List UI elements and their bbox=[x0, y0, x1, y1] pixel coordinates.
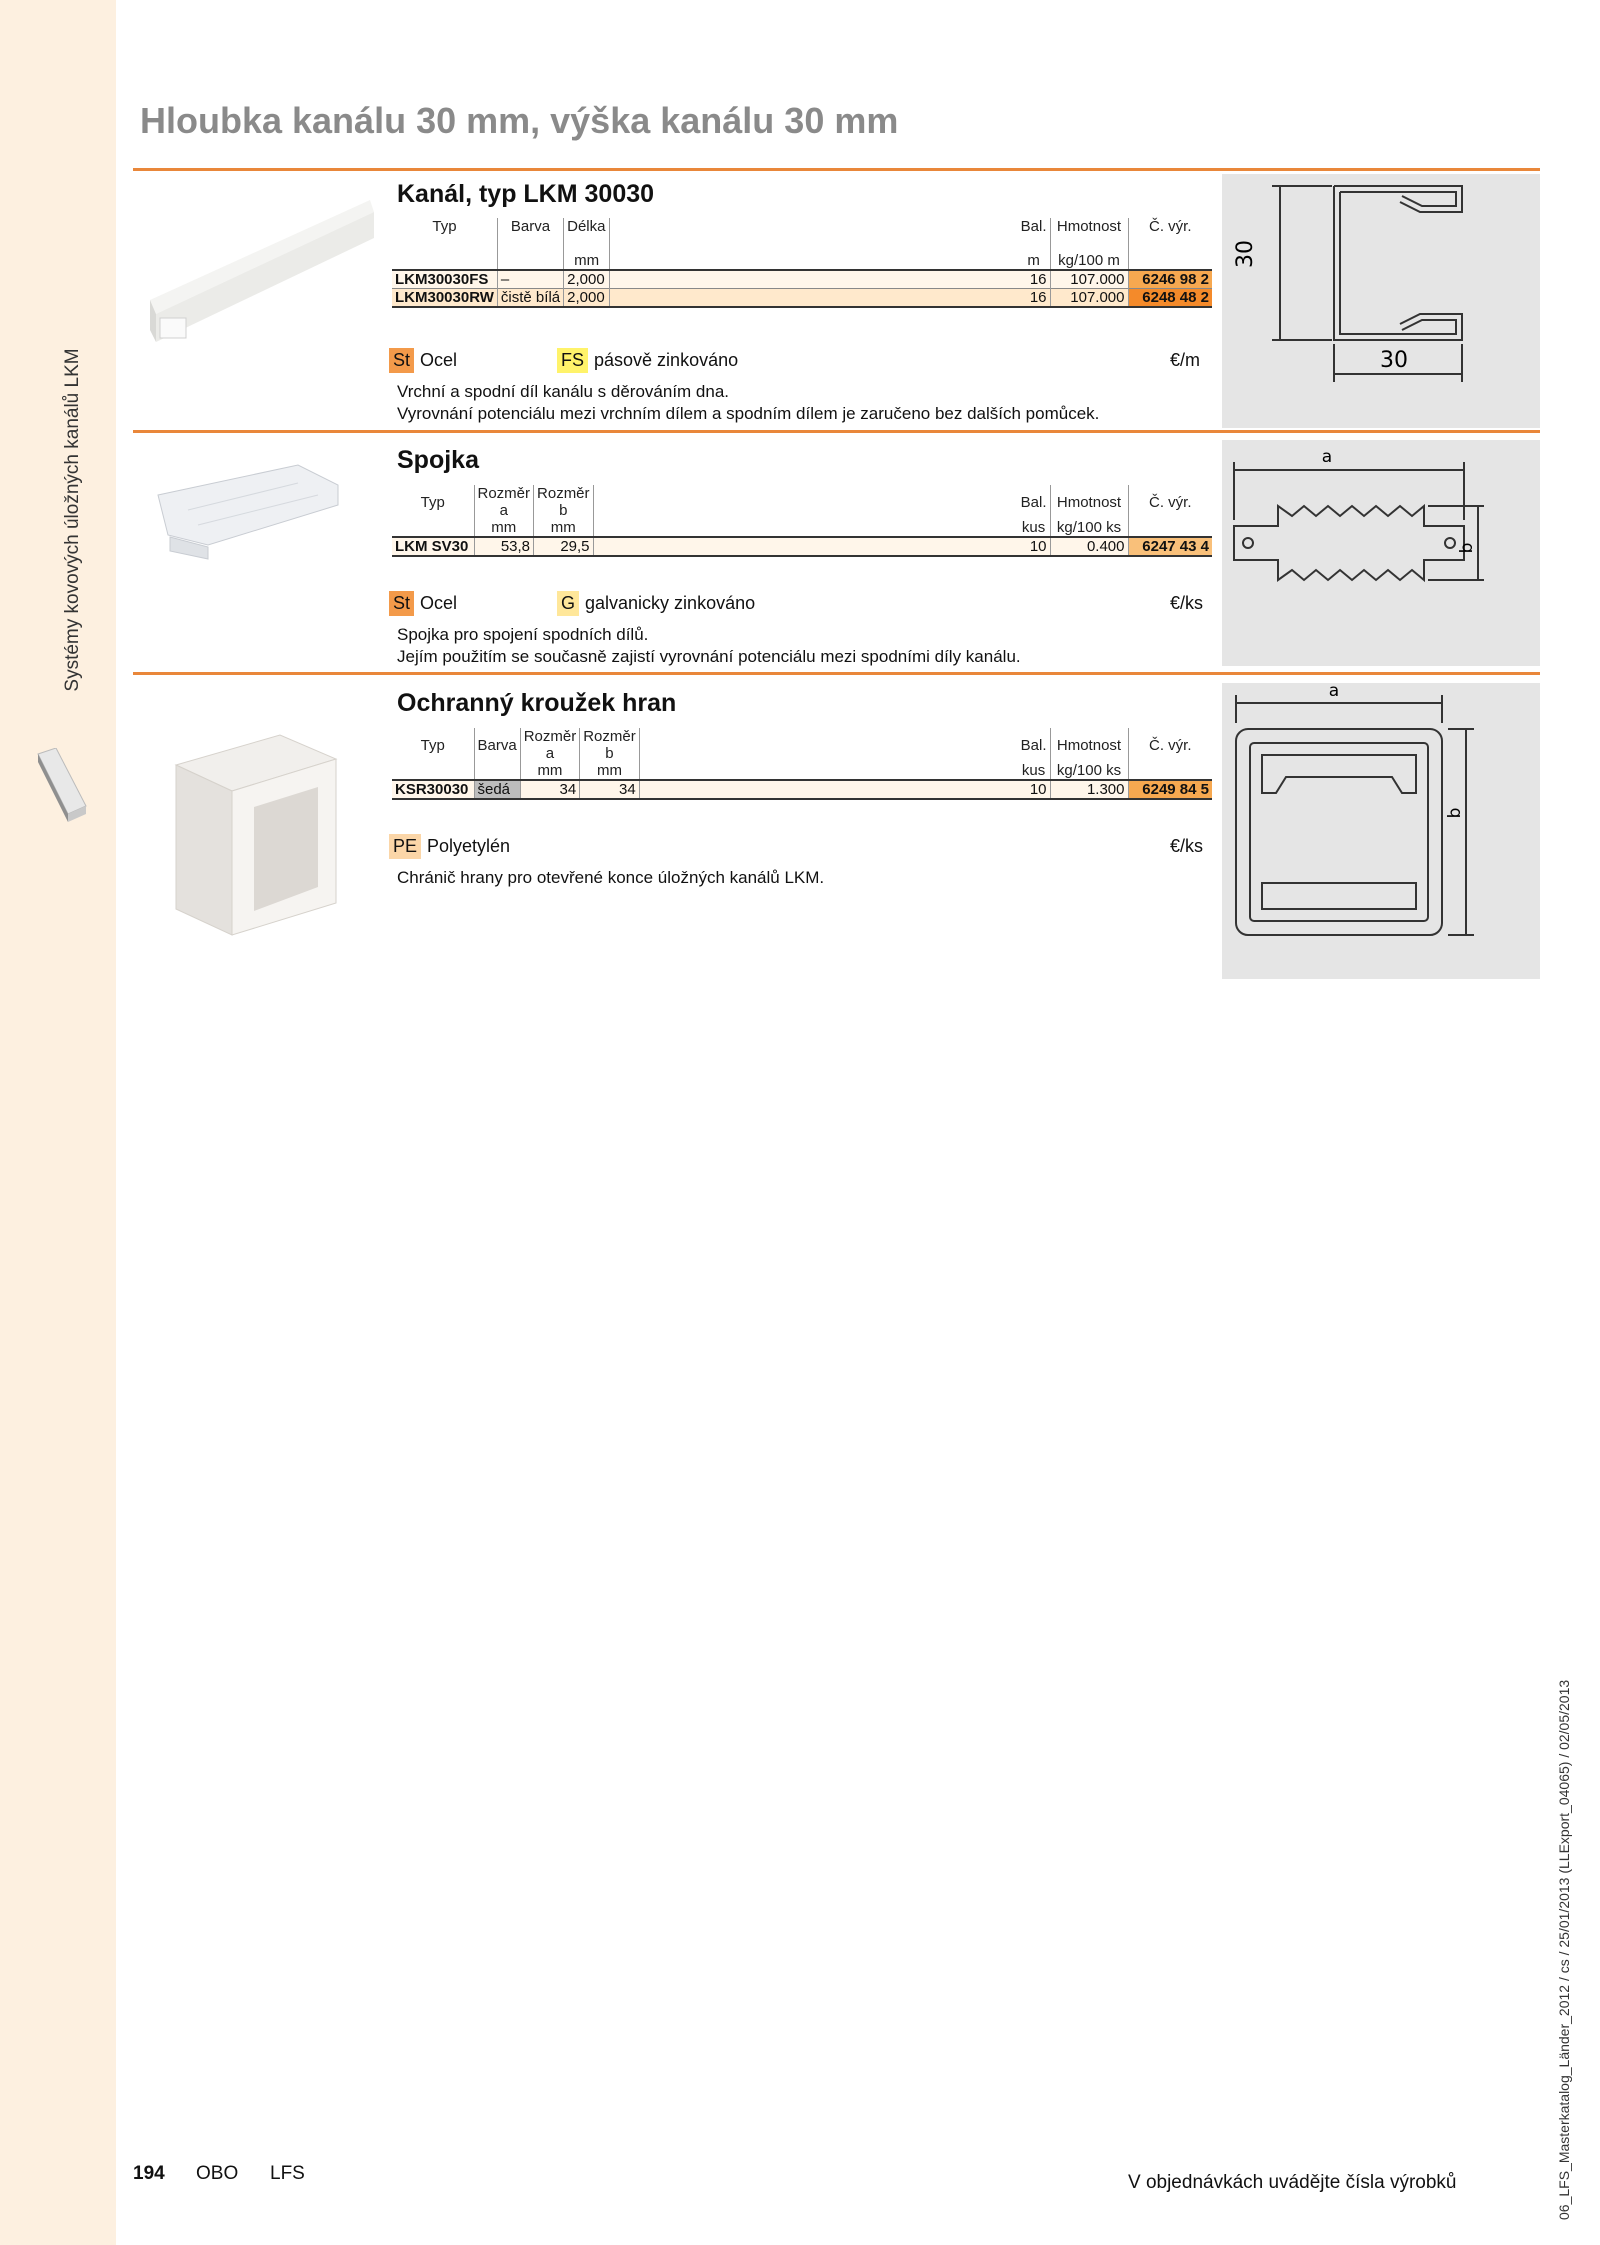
channel-profile-drawing bbox=[1222, 174, 1540, 428]
price-unit: €/ks bbox=[1170, 593, 1204, 613]
finish-line bbox=[557, 348, 738, 373]
description bbox=[397, 624, 1021, 668]
finish-tag: G bbox=[557, 591, 579, 616]
cell-barva: šedá bbox=[474, 780, 520, 799]
cell-cislo: 6248 48 2 bbox=[1128, 289, 1212, 308]
unit-a: mm bbox=[474, 519, 534, 537]
cell-bal: 10 bbox=[1018, 537, 1050, 556]
spec-table bbox=[392, 485, 1212, 557]
description-line: Vyrovnání potenciálu mezi vrchním dílem a spodním dílem je zaručeno bez dalších pomůcek. bbox=[397, 404, 1100, 423]
section-rule bbox=[133, 430, 1540, 433]
dimension-a-label: a bbox=[1321, 447, 1333, 467]
cell-typ: LKM30030FS bbox=[392, 270, 497, 289]
cell-a: 53,8 bbox=[474, 537, 534, 556]
finish-name: galvanicky zinkováno bbox=[585, 593, 756, 613]
unit-bal: kus bbox=[1021, 762, 1046, 779]
channel-photo bbox=[148, 190, 378, 350]
header-rozmer-b: Rozměr b bbox=[580, 728, 640, 762]
material-line bbox=[389, 834, 510, 859]
section-title: Kanál, typ LKM 30030 bbox=[397, 180, 655, 208]
cell-hmotnost: 107.000 bbox=[1050, 289, 1128, 308]
unit-bal: kus bbox=[1021, 519, 1046, 536]
channel-thumbnail-icon bbox=[34, 748, 90, 822]
unit-b: mm bbox=[534, 519, 594, 537]
cell-delka: 2,000 bbox=[564, 270, 610, 289]
footer-note: V objednávkách uvádějte čísla výrobků bbox=[1128, 2172, 1457, 2193]
table-row bbox=[392, 537, 1212, 556]
description bbox=[397, 381, 1099, 425]
header-barva: Barva bbox=[497, 218, 563, 235]
table-row bbox=[392, 270, 1212, 289]
dimension-width-label: 30 bbox=[1380, 348, 1408, 373]
header-cislo: Č. výr. bbox=[1128, 218, 1212, 235]
unit-delka: mm bbox=[564, 252, 610, 270]
page-number: 194 bbox=[133, 2163, 165, 2184]
dimension-b-label: b bbox=[1445, 807, 1465, 819]
section-title: Spojka bbox=[397, 446, 479, 474]
description-line: Chránič hrany pro otevřené konce úložných kanálů LKM. bbox=[397, 868, 825, 887]
header-bal: Bal. bbox=[1020, 218, 1047, 235]
material-tag: St bbox=[389, 591, 414, 616]
cell-b: 34 bbox=[580, 780, 640, 799]
sidebar-label: Systémy kovových úložných kanálů LKM bbox=[62, 348, 83, 692]
material-tag: St bbox=[389, 348, 414, 373]
cell-hmotnost: 1.300 bbox=[1050, 780, 1128, 799]
cell-cislo: 6247 43 4 bbox=[1128, 537, 1212, 556]
unit-hmotnost: kg/100 m bbox=[1050, 252, 1128, 270]
header-rozmer-b: Rozměr b bbox=[534, 485, 594, 519]
header-typ: Typ bbox=[432, 218, 457, 235]
dimension-height-label: 30 bbox=[1233, 240, 1258, 268]
technical-drawing bbox=[1222, 440, 1540, 666]
cell-delka: 2,000 bbox=[564, 289, 610, 308]
price-unit: €/m bbox=[1170, 350, 1201, 370]
header-cislo: Č. výr. bbox=[1128, 728, 1212, 762]
dimension-a-label: a bbox=[1328, 683, 1340, 701]
page-title: Hloubka kanálu 30 mm, výška kanálu 30 mm bbox=[140, 100, 899, 141]
unit-bal: m bbox=[1027, 252, 1040, 269]
sidebar bbox=[0, 0, 116, 2245]
header-hmotnost: Hmotnost bbox=[1050, 218, 1128, 235]
description-line: Jejím použitím se současně zajistí vyrovnání potenciálu mezi spodními díly kanálu. bbox=[397, 647, 1021, 666]
cell-hmotnost: 107.000 bbox=[1050, 270, 1128, 289]
cell-barva: čistě bílá bbox=[497, 289, 563, 308]
header-hmotnost: Hmotnost bbox=[1050, 728, 1128, 762]
edge-ring-photo bbox=[172, 725, 340, 940]
cell-typ: KSR30030 bbox=[392, 780, 474, 799]
cell-bal: 16 bbox=[1018, 270, 1050, 289]
spec-table bbox=[392, 728, 1212, 800]
material-line bbox=[389, 348, 457, 373]
technical-drawing bbox=[1222, 683, 1540, 979]
cell-barva: – bbox=[497, 270, 563, 289]
cell-cislo: 6246 98 2 bbox=[1128, 270, 1212, 289]
finish-tag: FS bbox=[557, 348, 588, 373]
cell-b: 29,5 bbox=[534, 537, 594, 556]
unit-b: mm bbox=[580, 762, 640, 780]
header-typ: Typ bbox=[420, 493, 445, 511]
header-bal: Bal. bbox=[1020, 736, 1047, 754]
unit-a: mm bbox=[520, 762, 580, 780]
cell-cislo: 6249 84 5 bbox=[1128, 780, 1212, 799]
header-typ: Typ bbox=[420, 736, 445, 754]
edge-ring-drawing bbox=[1222, 683, 1540, 979]
header-barva: Barva bbox=[474, 728, 520, 762]
header-rozmer-a: Rozměr a bbox=[520, 728, 580, 762]
material-name: Ocel bbox=[420, 350, 458, 370]
cell-bal: 16 bbox=[1018, 289, 1050, 308]
footer-meta: 06_LFS_Masterkatalog_Länder_2012 / cs / 25/01/2013 (LLExport_04065) / 02/05/2013 bbox=[1556, 1679, 1572, 2220]
material-name: Ocel bbox=[420, 593, 458, 613]
description-line: Vrchní a spodní díl kanálu s děrováním dna. bbox=[397, 382, 730, 401]
header-delka: Délka bbox=[564, 218, 610, 235]
cell-typ: LKM SV30 bbox=[392, 537, 474, 556]
cell-a: 34 bbox=[520, 780, 580, 799]
header-cislo: Č. výr. bbox=[1128, 485, 1212, 519]
description-line: Spojka pro spojení spodních dílů. bbox=[397, 625, 649, 644]
header-rozmer-a: Rozměr a bbox=[474, 485, 534, 519]
unit-hmotnost: kg/100 ks bbox=[1050, 519, 1128, 537]
header-hmotnost: Hmotnost bbox=[1050, 485, 1128, 519]
connector-drawing bbox=[1222, 440, 1540, 666]
cell-typ: LKM30030RW bbox=[392, 289, 497, 308]
cell-bal: 10 bbox=[1018, 780, 1050, 799]
spec-table bbox=[392, 218, 1212, 308]
material-name: Polyetylén bbox=[427, 836, 511, 856]
section-label: LFS bbox=[270, 2163, 305, 2184]
section-rule bbox=[133, 168, 1540, 171]
finish-line bbox=[557, 591, 755, 616]
section-title: Ochranný kroužek hran bbox=[397, 689, 677, 717]
header-bal: Bal. bbox=[1020, 493, 1047, 511]
brand-label: OBO bbox=[196, 2163, 239, 2184]
unit-hmotnost: kg/100 ks bbox=[1050, 762, 1128, 780]
description bbox=[397, 867, 824, 889]
section-rule bbox=[133, 672, 1540, 675]
price-unit: €/ks bbox=[1170, 836, 1204, 856]
table-row bbox=[392, 289, 1212, 308]
finish-name: pásově zinkováno bbox=[594, 350, 739, 370]
cell-hmotnost: 0.400 bbox=[1050, 537, 1128, 556]
technical-drawing bbox=[1222, 174, 1540, 428]
material-tag: PE bbox=[389, 834, 421, 859]
connector-photo bbox=[148, 455, 348, 565]
table-row bbox=[392, 780, 1212, 799]
dimension-b-label: b bbox=[1457, 542, 1477, 554]
material-line bbox=[389, 591, 457, 616]
